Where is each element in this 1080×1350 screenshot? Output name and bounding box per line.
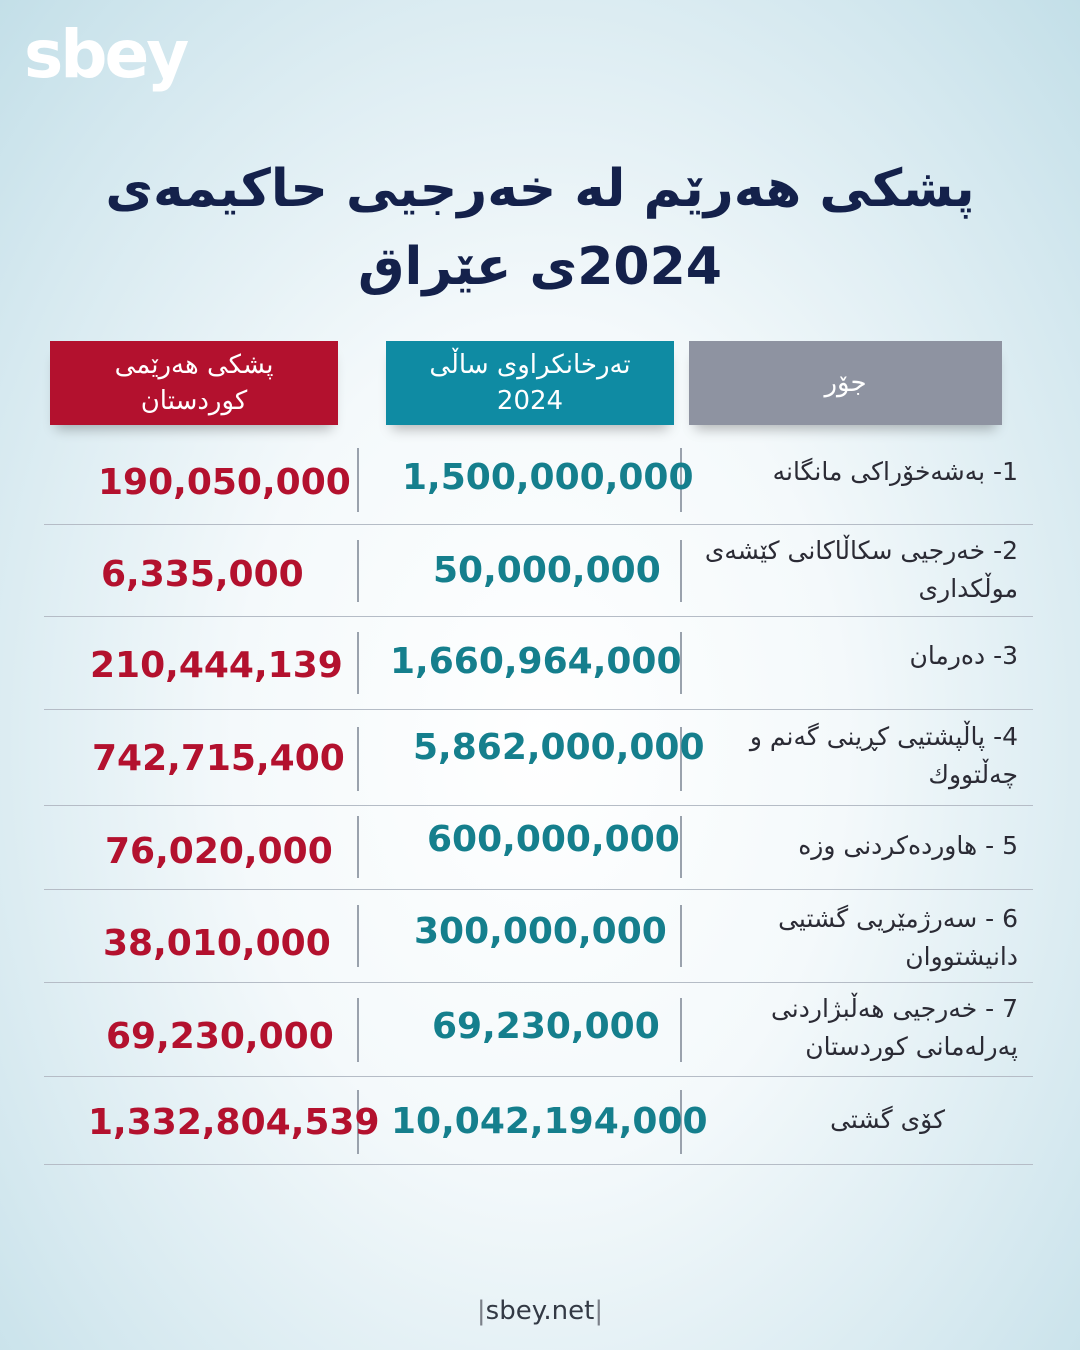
kurdistan-value: 69,230,000 (106, 1016, 334, 1057)
budget-value: 1,660,964,000 (390, 641, 682, 682)
page-title-line1: پشکی هەرێم لە خەرجیی حاکیمەی (105, 159, 975, 219)
column-divider (357, 632, 359, 694)
footer-site-link[interactable]: sbey.net (485, 1296, 595, 1326)
row-label: 7 - خەرجیی هەڵبژاردنی پەرلەمانی کوردستان (770, 994, 1018, 1061)
row-label: 3- دەرمان (909, 641, 1018, 670)
footer: |sbey.net| (476, 1296, 604, 1326)
page-title-line2: 2024ی عێراق (358, 237, 722, 297)
budget-value: 600,000,000 (427, 819, 680, 860)
total-label: کۆی گشتی (830, 1105, 945, 1134)
kurdistan-value: 742,715,400 (92, 738, 345, 779)
row-label: 6 - سەرژمێریی گشتیی دانیشتووان (778, 904, 1018, 971)
column-divider (357, 540, 359, 602)
row-label: 5 - هاوردەکردنی وزە (798, 831, 1018, 860)
budget-value: 5,862,000,000 (413, 727, 705, 768)
kurdistan-value: 190,050,000 (98, 462, 351, 503)
header-budget-2024 (386, 341, 674, 425)
column-divider (357, 448, 359, 512)
sbey-logo: sbey (24, 16, 187, 93)
row-label: 1- بەشەخۆراکی مانگانە (772, 457, 1018, 486)
total-kurdistan-value: 1,332,804,539 (88, 1102, 380, 1143)
header-kurdistan-line2: کوردستان (140, 386, 248, 416)
budget-value: 300,000,000 (414, 911, 667, 952)
total-budget-value: 10,042,194,000 (391, 1101, 708, 1142)
column-divider (680, 816, 682, 878)
budget-value: 69,230,000 (432, 1006, 660, 1047)
row-label: 4- پاڵپشتیی کڕینی گەنم و چەڵتووك (749, 722, 1018, 789)
column-divider (357, 998, 359, 1062)
header-kurdistan-share (50, 341, 338, 425)
header-type-label: جۆر (824, 367, 867, 398)
header-budget-line1: تەرخانکراوی ساڵی (429, 349, 631, 380)
column-divider (357, 905, 359, 967)
column-divider (680, 998, 682, 1062)
header-kurdistan-line1: پشکی هەرێمی (114, 349, 274, 380)
column-divider (357, 727, 359, 791)
kurdistan-value: 210,444,139 (90, 645, 343, 686)
header-type (689, 341, 1002, 425)
column-divider (680, 905, 682, 967)
column-divider (680, 540, 682, 602)
column-divider (357, 816, 359, 878)
budget-value: 50,000,000 (433, 550, 661, 591)
kurdistan-value: 6,335,000 (101, 554, 304, 595)
kurdistan-value: 76,020,000 (105, 831, 333, 872)
kurdistan-value: 38,010,000 (103, 923, 331, 964)
header-budget-line2: 2024 (496, 386, 564, 416)
row-label: 2- خەرجیی سکاڵاکانی کێشەی موڵکداری (704, 536, 1018, 603)
budget-value: 1,500,000,000 (402, 457, 694, 498)
